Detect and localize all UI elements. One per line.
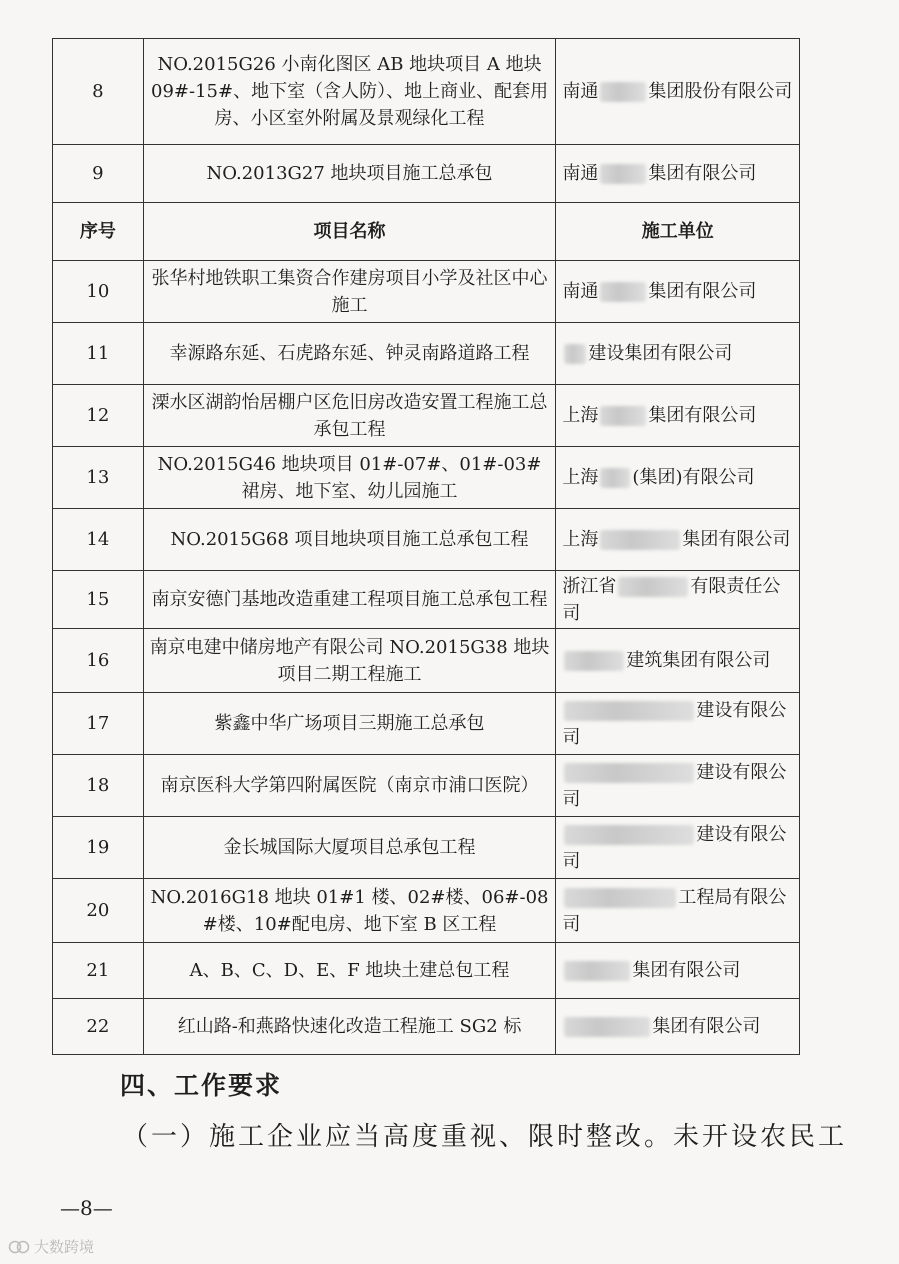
contractor-prefix: 上海 — [562, 405, 599, 426]
contractor-unit — [556, 385, 800, 447]
table-header-row — [53, 203, 800, 261]
project-name — [143, 39, 556, 145]
redacted-blur — [564, 763, 694, 783]
row-number: 18 — [53, 755, 144, 817]
contractor-suffix: 建设有限公司 — [562, 823, 787, 872]
header-name: 项目名称 — [143, 203, 556, 261]
redacted-blur — [564, 344, 586, 364]
table-row — [53, 817, 800, 879]
row-number: 12 — [53, 385, 144, 447]
row-number: 14 — [53, 509, 144, 571]
contractor-suffix: 建筑集团有限公司 — [626, 650, 771, 671]
page-number: —8— — [60, 1196, 113, 1220]
project-name-text: 紫鑫中华广场项目三期施工总承包 — [214, 713, 485, 734]
contractor-prefix: 南通 — [562, 163, 599, 184]
contractor-unit — [556, 447, 800, 509]
project-name-text: 红山路-和燕路快速化改造工程施工 SG2 标 — [177, 1016, 522, 1037]
section-heading: 四、工作要求 — [120, 1071, 283, 1100]
project-name-text: 南京医科大学第四附属医院（南京市浦口医院） — [160, 775, 539, 796]
project-name-text: A、B、C、D、E、F 地块土建总包工程 — [189, 960, 510, 981]
contractor-suffix: 集团有限公司 — [632, 960, 741, 981]
row-number: 21 — [53, 943, 144, 999]
contractor-unit — [556, 629, 800, 693]
redacted-blur — [564, 651, 624, 671]
contractor-unit — [556, 145, 800, 203]
row-number: 15 — [53, 571, 144, 629]
row-number: 11 — [53, 323, 144, 385]
watermark-logo-icon — [8, 1240, 30, 1254]
row-number: 8 — [53, 39, 144, 145]
project-name-text: NO.2015G46 地块项目 01#-07#、01#-03#裙房、地下室、幼儿园施工 — [157, 453, 542, 502]
redacted-blur — [600, 164, 646, 184]
watermark — [8, 1236, 94, 1257]
redacted-blur — [600, 530, 680, 550]
table-row — [53, 999, 800, 1055]
table-row — [53, 385, 800, 447]
project-name — [143, 943, 556, 999]
project-name-text: 南京安德门基地改造重建工程项目施工总承包工程 — [151, 589, 548, 610]
redacted-blur — [600, 468, 630, 488]
contractor-unit — [556, 755, 800, 817]
project-name — [143, 145, 556, 203]
contractor-unit — [556, 817, 800, 879]
table-row — [53, 629, 800, 693]
project-name-text: 溧水区湖韵怡居棚户区危旧房改造安置工程施工总承包工程 — [151, 391, 548, 440]
header-unit: 施工单位 — [556, 203, 800, 261]
contractor-suffix: 集团有限公司 — [648, 405, 757, 426]
contractor-suffix: 集团股份有限公司 — [648, 81, 793, 102]
header-num: 序号 — [53, 203, 144, 261]
project-table — [52, 38, 800, 1055]
project-name-text: NO.2015G26 小南化图区 AB 地块项目 A 地块 09#-15#、地下室（含人防）、地上商业、配套用房、小区室外附属及景观绿化工程 — [151, 54, 549, 129]
table-row — [53, 39, 800, 145]
contractor-suffix: 建设有限公司 — [562, 761, 787, 810]
redacted-blur — [600, 82, 646, 102]
project-name-text: 南京电建中储房地产有限公司 NO.2015G38 地块项目二期工程施工 — [149, 636, 550, 685]
project-name — [143, 755, 556, 817]
project-name — [143, 447, 556, 509]
table-row — [53, 693, 800, 755]
contractor-unit — [556, 509, 800, 571]
project-name — [143, 261, 556, 323]
contractor-suffix: 建设有限公司 — [562, 699, 787, 748]
table-row — [53, 509, 800, 571]
contractor-unit — [556, 879, 800, 943]
row-number: 16 — [53, 629, 144, 693]
row-number: 22 — [53, 999, 144, 1055]
contractor-suffix: 集团有限公司 — [652, 1016, 761, 1037]
project-name-text: 金长城国际大厦项目总承包工程 — [223, 837, 476, 858]
project-name — [143, 817, 556, 879]
project-name — [143, 323, 556, 385]
table-row — [53, 145, 800, 203]
contractor-suffix: 工程局有限公司 — [562, 886, 787, 935]
contractor-prefix: 浙江省 — [562, 575, 617, 597]
row-number: 10 — [53, 261, 144, 323]
table-row — [53, 879, 800, 943]
contractor-unit — [556, 39, 800, 145]
contractor-prefix: 南通 — [562, 281, 599, 302]
paragraph-text: （一）施工企业应当高度重视、限时整改。未开设农民工 — [122, 1122, 848, 1152]
table-row — [53, 261, 800, 323]
row-number: 9 — [53, 145, 144, 203]
redacted-blur — [600, 282, 646, 302]
row-number: 17 — [53, 693, 144, 755]
contractor-unit — [556, 571, 800, 629]
table-row — [53, 571, 800, 629]
redacted-blur — [564, 825, 694, 845]
contractor-suffix: 有限责任公司 — [562, 575, 781, 624]
project-name — [143, 571, 556, 629]
project-name — [143, 509, 556, 571]
redacted-blur — [618, 577, 688, 597]
project-name-text: 幸源路东延、石虎路东延、钟灵南路道路工程 — [169, 343, 530, 364]
table-row — [53, 323, 800, 385]
redacted-blur — [564, 888, 676, 908]
project-name — [143, 999, 556, 1055]
contractor-suffix: 集团有限公司 — [648, 163, 757, 184]
row-number: 20 — [53, 879, 144, 943]
project-name — [143, 385, 556, 447]
row-number: 13 — [53, 447, 144, 509]
redacted-blur — [600, 406, 646, 426]
table-row — [53, 943, 800, 999]
contractor-suffix: 集团有限公司 — [682, 529, 791, 550]
project-name — [143, 693, 556, 755]
redacted-blur — [564, 1017, 650, 1037]
contractor-suffix: 建设集团有限公司 — [588, 343, 733, 364]
contractor-unit — [556, 943, 800, 999]
redacted-blur — [564, 701, 694, 721]
row-number: 19 — [53, 817, 144, 879]
watermark-text: 大数跨境 — [34, 1238, 95, 1256]
contractor-unit — [556, 999, 800, 1055]
contractor-prefix: 南通 — [562, 81, 599, 102]
contractor-prefix: 上海 — [562, 529, 599, 550]
contractor-unit — [556, 693, 800, 755]
project-name — [143, 879, 556, 943]
contractor-prefix: 上海 — [562, 467, 599, 488]
contractor-unit — [556, 261, 800, 323]
project-name-text: 张华村地铁职工集资合作建房项目小学及社区中心施工 — [151, 267, 548, 316]
contractor-suffix: 集团有限公司 — [648, 281, 757, 302]
table-row — [53, 755, 800, 817]
project-name — [143, 629, 556, 693]
table-row — [53, 447, 800, 509]
project-name-text: NO.2013G27 地块项目施工总承包 — [206, 163, 493, 184]
project-name-text: NO.2015G68 项目地块项目施工总承包工程 — [170, 529, 529, 550]
redacted-blur — [564, 961, 630, 981]
project-name-text: NO.2016G18 地块 01#1 楼、02#楼、06#-08#楼、10#配电房、地下室 B 区工程 — [150, 886, 549, 935]
contractor-unit — [556, 323, 800, 385]
contractor-suffix: (集团)有限公司 — [632, 467, 755, 488]
